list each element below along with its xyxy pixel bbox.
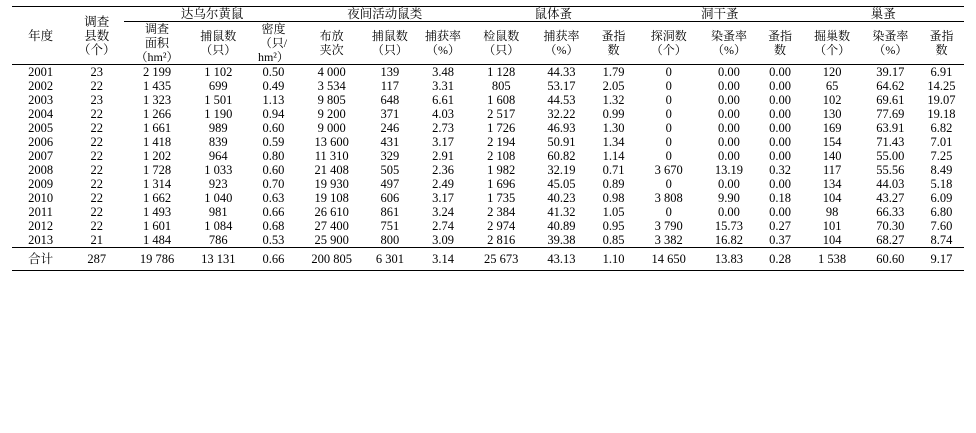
cell-rodents-caught: 431	[380, 135, 400, 150]
header-trap-nights: 布放 夹次	[319, 29, 344, 58]
cell-nests-dug: 120	[822, 65, 842, 80]
cell-squirrels-caught: 964	[208, 149, 228, 164]
cell-holes-probed: 0	[665, 65, 672, 80]
cell-counties: 23	[90, 65, 103, 80]
cell-total-nests-dug: 1 538	[818, 252, 847, 267]
cell-holes-probed: 0	[665, 93, 672, 108]
cell-body-flea-rate: 32.22	[547, 107, 576, 122]
cell-burrow-flea-index: 0.37	[769, 233, 791, 248]
table-row	[12, 93, 964, 107]
cell-year: 2002	[28, 79, 54, 94]
cell-body-flea-rate: 41.32	[547, 205, 576, 220]
cell-nests-dug: 130	[822, 107, 842, 122]
cell-survey-area: 1 418	[142, 135, 172, 150]
cell-nest-flea-rate: 55.00	[876, 149, 905, 164]
cell-holes-probed: 0	[665, 107, 672, 122]
cell-body-flea-index: 0.95	[602, 219, 625, 234]
cell-rodents-caught: 497	[380, 177, 400, 192]
cell-rodents-caught: 117	[380, 79, 400, 94]
header-holes-probed: 探洞数 （个）	[650, 29, 687, 58]
cell-squirrels-caught: 981	[208, 205, 228, 220]
surveillance-data-table	[12, 6, 964, 271]
cell-total-survey-area: 19 786	[139, 252, 175, 267]
cell-trap-nights: 9 200	[317, 107, 346, 122]
cell-nests-dug: 65	[825, 79, 839, 94]
cell-year: 2010	[28, 191, 54, 206]
cell-capture-rate: 2.49	[432, 177, 454, 192]
cell-nest-flea-index: 19.18	[927, 107, 956, 122]
cell-year: 2013	[28, 233, 54, 248]
cell-total-nest-flea-rate: 60.60	[876, 252, 905, 267]
cell-holes-probed: 0	[665, 121, 672, 136]
table-row	[12, 163, 964, 177]
cell-capture-rate: 3.31	[432, 79, 454, 94]
cell-trap-nights: 19 108	[314, 191, 349, 206]
cell-counties: 22	[90, 191, 103, 206]
cell-nests-dug: 134	[822, 177, 842, 192]
cell-squirrels-caught: 1 190	[204, 107, 233, 122]
cell-rodents-caught: 606	[380, 191, 400, 206]
cell-nest-flea-rate: 77.69	[876, 107, 905, 122]
cell-burrow-flea-index: 0.00	[769, 121, 791, 136]
cell-nest-flea-rate: 69.61	[876, 93, 905, 108]
cell-body-flea-index: 0.85	[602, 233, 625, 248]
header-nest-flea-rate: 染蚤率 （%）	[872, 29, 909, 58]
header-group-row	[12, 7, 964, 22]
cell-burrow-flea-rate: 13.19	[714, 163, 744, 178]
cell-density: 0.70	[262, 177, 285, 192]
cell-density: 0.60	[262, 163, 285, 178]
cell-nests-dug: 169	[822, 121, 842, 136]
cell-trap-nights: 11 310	[314, 149, 349, 164]
cell-year: 2004	[28, 107, 54, 122]
cell-squirrels-caught: 1 033	[204, 163, 233, 178]
cell-total-body-flea-index: 1.10	[602, 252, 625, 267]
cell-nest-flea-rate: 43.27	[876, 191, 905, 206]
header-body-flea-rate: 捕获率 （%）	[543, 29, 580, 58]
cell-total-capture-rate: 3.14	[432, 252, 454, 267]
cell-body-flea-rate: 45.05	[547, 177, 576, 192]
table-row	[12, 107, 964, 121]
cell-rodents-caught: 505	[380, 163, 400, 178]
cell-rodents-checked: 2 384	[487, 205, 516, 220]
cell-nest-flea-index: 8.49	[930, 163, 953, 178]
cell-burrow-flea-rate: 0.00	[718, 93, 740, 108]
cell-rodents-checked: 2 108	[487, 149, 516, 164]
cell-counties: 21	[90, 233, 103, 248]
cell-burrow-flea-rate: 0.00	[718, 107, 740, 122]
cell-burrow-flea-rate: 0.00	[718, 79, 740, 94]
cell-nests-dug: 117	[822, 163, 842, 178]
cell-trap-nights: 19 930	[314, 177, 349, 192]
cell-rodents-checked: 1 696	[487, 177, 516, 192]
cell-burrow-flea-index: 0.00	[769, 79, 791, 94]
cell-body-flea-rate: 40.23	[547, 191, 576, 206]
cell-year: 2005	[28, 121, 54, 136]
cell-body-flea-rate: 40.89	[547, 219, 576, 234]
cell-nest-flea-index: 6.80	[930, 205, 953, 220]
cell-trap-nights: 9 805	[317, 93, 346, 108]
cell-capture-rate: 2.91	[432, 149, 454, 164]
cell-counties: 22	[90, 149, 103, 164]
cell-total-density: 0.66	[262, 252, 285, 267]
cell-holes-probed: 3 670	[654, 163, 683, 178]
table-header	[12, 7, 964, 65]
cell-rodents-caught: 246	[380, 121, 400, 136]
cell-nest-flea-index: 7.60	[930, 219, 953, 234]
cell-year: 2006	[28, 135, 54, 150]
cell-rodents-caught: 861	[380, 205, 400, 220]
cell-body-flea-index: 0.99	[602, 107, 625, 122]
cell-trap-nights: 26 610	[314, 205, 349, 220]
cell-squirrels-caught: 989	[208, 121, 228, 136]
cell-year: 2009	[28, 177, 54, 192]
cell-nests-dug: 101	[822, 219, 842, 234]
table-row	[12, 135, 964, 149]
cell-rodents-checked: 2 816	[487, 233, 516, 248]
table-row	[12, 65, 964, 80]
cell-burrow-flea-rate: 0.00	[718, 135, 740, 150]
cell-body-flea-rate: 44.53	[547, 93, 576, 108]
cell-body-flea-rate: 60.82	[547, 149, 576, 164]
cell-burrow-flea-index: 0.00	[769, 93, 791, 108]
cell-nest-flea-rate: 44.03	[876, 177, 905, 192]
cell-survey-area: 1 661	[142, 121, 172, 136]
cell-trap-nights: 25 900	[314, 233, 349, 248]
table-row	[12, 233, 964, 248]
cell-trap-nights: 13 600	[314, 135, 349, 150]
cell-burrow-flea-rate: 16.82	[714, 233, 744, 248]
cell-burrow-flea-index: 0.00	[769, 205, 791, 220]
table-row	[12, 79, 964, 93]
header-subrow	[12, 22, 964, 65]
cell-body-flea-index: 1.14	[602, 149, 625, 164]
cell-total-burrow-flea-index: 0.28	[769, 252, 791, 267]
cell-capture-rate: 3.17	[432, 191, 454, 206]
cell-burrow-flea-rate: 0.00	[718, 177, 740, 192]
cell-nests-dug: 104	[822, 233, 842, 248]
cell-total-nest-flea-index: 9.17	[930, 252, 953, 267]
cell-nests-dug: 154	[822, 135, 842, 150]
cell-trap-nights: 3 534	[317, 79, 346, 94]
header-capture-rate: 捕获率 （%）	[424, 29, 461, 58]
cell-total-burrow-flea-rate: 13.83	[714, 252, 744, 267]
cell-nest-flea-index: 14.25	[927, 79, 956, 94]
cell-total-squirrels-caught: 13 131	[201, 252, 236, 267]
header-squirrels-caught: 捕鼠数 （只）	[200, 29, 237, 58]
cell-total-label: 合计	[28, 252, 54, 267]
cell-rodents-caught: 648	[380, 93, 400, 108]
cell-survey-area: 1 662	[142, 191, 172, 206]
cell-nest-flea-rate: 39.17	[876, 65, 905, 80]
cell-body-flea-index: 1.34	[602, 135, 625, 150]
cell-burrow-flea-rate: 15.73	[714, 219, 744, 234]
cell-nest-flea-rate: 68.27	[876, 233, 905, 248]
cell-survey-area: 1 202	[142, 149, 172, 164]
cell-survey-area: 1 484	[142, 233, 172, 248]
cell-holes-probed: 0	[665, 79, 672, 94]
cell-survey-area: 2 199	[142, 65, 172, 80]
cell-survey-area: 1 314	[142, 177, 172, 192]
cell-total-rodents-caught: 6 301	[375, 252, 404, 267]
cell-capture-rate: 2.36	[432, 163, 454, 178]
cell-rodents-caught: 800	[380, 233, 400, 248]
cell-body-flea-index: 1.32	[602, 93, 625, 108]
table-row	[12, 177, 964, 191]
cell-year: 2003	[28, 93, 54, 108]
header-group-body-fleas: 鼠体蚤	[470, 7, 637, 22]
cell-nest-flea-rate: 70.30	[876, 219, 905, 234]
cell-body-flea-index: 1.30	[602, 121, 625, 136]
cell-burrow-flea-index: 0.18	[769, 191, 791, 206]
cell-body-flea-index: 1.79	[602, 65, 625, 80]
cell-nest-flea-index: 6.82	[930, 121, 953, 136]
cell-body-flea-index: 0.89	[602, 177, 625, 192]
cell-burrow-flea-rate: 9.90	[718, 191, 740, 206]
cell-density: 0.53	[262, 233, 285, 248]
cell-capture-rate: 3.09	[432, 233, 454, 248]
header-rodents-caught: 捕鼠数 （只）	[371, 29, 408, 58]
header-county-count: 调查 县数 （个）	[78, 14, 116, 57]
cell-density: 0.66	[262, 205, 285, 220]
cell-rodents-checked: 2 974	[487, 219, 516, 234]
cell-capture-rate: 3.24	[432, 205, 454, 220]
cell-capture-rate: 6.61	[432, 93, 454, 108]
cell-nest-flea-rate: 71.43	[876, 135, 905, 150]
cell-burrow-flea-rate: 0.00	[718, 149, 740, 164]
cell-total-body-flea-rate: 43.13	[547, 252, 576, 267]
cell-rodents-checked: 1 735	[487, 191, 516, 206]
cell-burrow-flea-index: 0.00	[769, 135, 791, 150]
cell-rodents-checked: 1 726	[487, 121, 516, 136]
cell-squirrels-caught: 1 501	[204, 93, 233, 108]
cell-density: 0.60	[262, 121, 285, 136]
cell-burrow-flea-rate: 0.00	[718, 121, 740, 136]
cell-burrow-flea-index: 0.00	[769, 107, 791, 122]
table-body	[12, 65, 964, 271]
cell-survey-area: 1 435	[142, 79, 172, 94]
cell-body-flea-index: 0.71	[602, 163, 625, 178]
cell-capture-rate: 3.17	[432, 135, 454, 150]
cell-density: 1.13	[262, 93, 285, 108]
cell-survey-area: 1 323	[142, 93, 172, 108]
cell-body-flea-rate: 50.91	[547, 135, 576, 150]
cell-survey-area: 1 601	[142, 219, 172, 234]
cell-body-flea-rate: 53.17	[547, 79, 576, 94]
header-group-nest-fleas: 巢蚤	[803, 7, 965, 22]
cell-year: 2011	[28, 205, 53, 220]
cell-body-flea-rate: 46.93	[547, 121, 576, 136]
cell-density: 0.68	[262, 219, 285, 234]
cell-holes-probed: 0	[665, 149, 672, 164]
cell-nests-dug: 104	[822, 191, 842, 206]
cell-nest-flea-rate: 63.91	[876, 121, 905, 136]
cell-nest-flea-index: 8.74	[930, 233, 953, 248]
cell-counties: 22	[90, 205, 103, 220]
cell-year: 2008	[28, 163, 54, 178]
cell-rodents-checked: 1 128	[487, 65, 516, 80]
cell-nest-flea-rate: 64.62	[876, 79, 905, 94]
cell-total-rodents-checked: 25 673	[484, 252, 519, 267]
cell-squirrels-caught: 699	[208, 79, 228, 94]
cell-rodents-checked: 1 982	[487, 163, 516, 178]
cell-year: 2007	[28, 149, 54, 164]
cell-holes-probed: 0	[665, 177, 672, 192]
cell-burrow-flea-index: 0.00	[769, 177, 791, 192]
table-row	[12, 149, 964, 163]
cell-density: 0.94	[262, 107, 285, 122]
cell-capture-rate: 2.74	[432, 219, 454, 234]
cell-body-flea-index: 2.05	[602, 79, 625, 94]
cell-holes-probed: 3 382	[654, 233, 683, 248]
header-year: 年度	[28, 28, 54, 43]
cell-nest-flea-rate: 66.33	[876, 205, 905, 220]
cell-capture-rate: 4.03	[432, 107, 454, 122]
cell-burrow-flea-index: 0.00	[769, 149, 791, 164]
cell-year: 2012	[28, 219, 54, 234]
cell-nests-dug: 140	[822, 149, 842, 164]
header-survey-area: 调查 面积 （hm²）	[135, 22, 179, 65]
cell-nests-dug: 98	[825, 205, 839, 220]
cell-counties: 22	[90, 135, 103, 150]
cell-squirrels-caught: 839	[208, 135, 228, 150]
cell-nest-flea-index: 7.01	[930, 135, 953, 150]
cell-squirrels-caught: 1 084	[204, 219, 233, 234]
cell-squirrels-caught: 1 040	[204, 191, 233, 206]
cell-counties: 22	[90, 177, 103, 192]
cell-rodents-caught: 371	[380, 107, 400, 122]
cell-squirrels-caught: 923	[208, 177, 228, 192]
cell-nests-dug: 102	[822, 93, 842, 108]
cell-rodents-checked: 2 517	[487, 107, 516, 122]
cell-density: 0.50	[262, 65, 285, 80]
cell-rodents-caught: 139	[380, 65, 400, 80]
cell-holes-probed: 0	[665, 205, 672, 220]
table-row	[12, 121, 964, 135]
cell-body-flea-index: 0.98	[602, 191, 625, 206]
cell-counties: 22	[90, 79, 103, 94]
cell-rodents-caught: 751	[380, 219, 400, 234]
cell-capture-rate: 2.73	[432, 121, 454, 136]
table-row	[12, 219, 964, 233]
cell-rodents-checked: 1 608	[487, 93, 516, 108]
header-rodents-checked: 检鼠数 （只）	[483, 29, 520, 58]
cell-capture-rate: 3.48	[432, 65, 454, 80]
cell-body-flea-rate: 39.38	[547, 233, 576, 248]
header-group-nocturnal-rodents: 夜间活动鼠类	[300, 7, 470, 22]
cell-squirrels-caught: 786	[208, 233, 228, 248]
cell-holes-probed: 3 808	[654, 191, 683, 206]
cell-squirrels-caught: 1 102	[204, 65, 233, 80]
cell-counties: 22	[90, 219, 103, 234]
header-burrow-flea-rate: 染蚤率 （%）	[710, 29, 747, 58]
cell-counties: 23	[90, 93, 103, 108]
cell-total-trap-nights: 200 805	[311, 252, 352, 267]
header-nests-dug: 掘巢数 （个）	[814, 29, 851, 58]
cell-nest-flea-index: 19.07	[927, 93, 956, 108]
cell-burrow-flea-rate: 0.00	[718, 205, 740, 220]
cell-nest-flea-rate: 55.56	[876, 163, 905, 178]
cell-survey-area: 1 728	[142, 163, 172, 178]
cell-trap-nights: 27 400	[314, 219, 349, 234]
cell-holes-probed: 0	[665, 135, 672, 150]
cell-trap-nights: 4 000	[317, 65, 346, 80]
header-nest-flea-index: 蚤指 数	[929, 29, 954, 58]
cell-counties: 22	[90, 121, 103, 136]
cell-body-flea-index: 1.05	[602, 205, 625, 220]
header-density: 密度 （只/ hm²）	[257, 22, 289, 65]
cell-survey-area: 1 266	[142, 107, 172, 122]
cell-rodents-caught: 329	[380, 149, 400, 164]
table-total-row	[12, 248, 964, 271]
table-row	[12, 191, 964, 205]
cell-density: 0.49	[262, 79, 285, 94]
cell-rodents-checked: 805	[491, 79, 511, 94]
cell-counties: 22	[90, 163, 103, 178]
cell-body-flea-rate: 44.33	[547, 65, 576, 80]
table-row	[12, 205, 964, 219]
cell-holes-probed: 3 790	[654, 219, 683, 234]
cell-nest-flea-index: 5.18	[930, 177, 953, 192]
cell-burrow-flea-index: 0.32	[769, 163, 791, 178]
cell-rodents-checked: 2 194	[487, 135, 516, 150]
cell-body-flea-rate: 32.19	[547, 163, 576, 178]
cell-year: 2001	[28, 65, 54, 80]
cell-density: 0.80	[262, 149, 285, 164]
cell-trap-nights: 21 408	[314, 163, 349, 178]
cell-burrow-flea-rate: 0.00	[718, 65, 740, 80]
cell-trap-nights: 9 000	[317, 121, 346, 136]
header-group-burrow-fleas: 洞干蚤	[637, 7, 802, 22]
header-body-flea-index: 蚤指 数	[601, 29, 626, 58]
cell-total-counties: 287	[87, 252, 107, 267]
cell-nest-flea-index: 7.25	[930, 149, 953, 164]
cell-density: 0.63	[262, 191, 285, 206]
header-group-daurian-ground-squirrel: 达乌尔黄鼠	[124, 7, 300, 22]
cell-total-holes-probed: 14 650	[651, 252, 686, 267]
header-burrow-flea-index: 蚤指 数	[768, 29, 793, 58]
cell-counties: 22	[90, 107, 103, 122]
cell-density: 0.59	[262, 135, 285, 150]
cell-burrow-flea-index: 0.27	[769, 219, 791, 234]
cell-nest-flea-index: 6.09	[930, 191, 953, 206]
cell-nest-flea-index: 6.91	[930, 65, 953, 80]
cell-survey-area: 1 493	[142, 205, 172, 220]
cell-burrow-flea-index: 0.00	[769, 65, 791, 80]
